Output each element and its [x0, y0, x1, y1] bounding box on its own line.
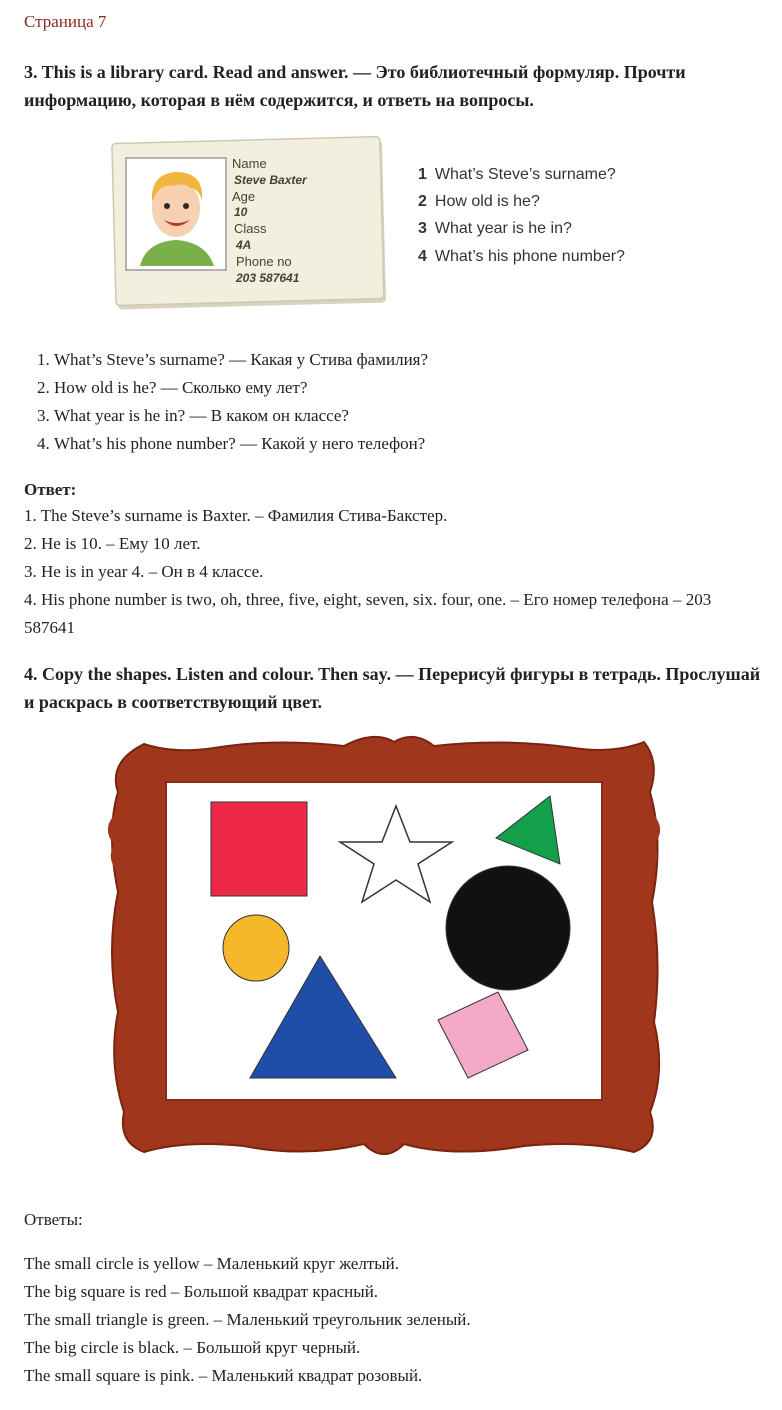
card-phone-label: Phone no — [236, 254, 292, 269]
answers-title: Ответы: — [24, 1210, 83, 1229]
answer-line: The small circle is yellow – Маленький круг желтый. — [24, 1254, 400, 1273]
answer-line: 3. He is in year 4. – Он в 4 классе. — [24, 562, 264, 581]
answers-lines — [24, 1250, 764, 1390]
card-name-value: Steve Baxter — [234, 173, 307, 187]
list-item: 4. What’s his phone number? — Какой у него телефон? — [54, 430, 428, 458]
card-age-value: 10 — [234, 205, 248, 219]
list-item: 2. How old is he? — Сколько ему лет? — [54, 374, 428, 402]
shapes-frame-illustration — [104, 732, 664, 1162]
list-item: 3. What year is he in? — В каком он классе? — [54, 402, 428, 430]
card-question-1: 1 What’s Steve’s surname? — [418, 166, 616, 183]
big-circle-shape — [446, 866, 570, 990]
small-circle-shape — [223, 915, 289, 981]
answer-line: The big circle is black. – Большой круг черный. — [24, 1338, 361, 1357]
exercise-3-heading: 3. This is a library card. Read and answer. — Это библиотечный формуляр. Прочти информацию, которая в нём содержится, и ответь на вопросы. — [24, 62, 686, 110]
exercise-4-heading: 4. Copy the shapes. Listen and colour. Then say. — Перерисуй фигуры в тетрадь. Прослушай и раскрась в соответствующий цвет. — [24, 664, 761, 712]
card-phone-value: 203 587641 — [236, 271, 300, 285]
answer-line: 2. He is 10. – Ему 10 лет. — [24, 534, 201, 553]
boy-photo — [126, 158, 226, 270]
big-square-shape — [211, 802, 307, 896]
card-question-2: 2 How old is he? — [418, 193, 540, 210]
answer-line: The small square is pink. – Маленький квадрат розовый. — [24, 1366, 423, 1385]
card-age-label: Age — [232, 189, 256, 204]
answer-line: 4. His phone number is two, oh, three, five, eight, seven, six. four, one. – Его номер телефона – 203 587641 — [24, 590, 712, 637]
list-item: 1. What’s Steve’s surname? — Какая у Стива фамилия? — [54, 346, 428, 374]
card-question-4: 4 What’s his phone number? — [418, 248, 625, 265]
answer-line: The big square is red – Большой квадрат красный. — [24, 1282, 379, 1301]
library-card-illustration — [110, 136, 390, 312]
card-question-3: 3 What year is he in? — [418, 220, 572, 237]
card-class-value: 4A — [236, 238, 252, 252]
answer-line: 1. The Steve’s surname is Baxter. – Фамилия Стива-Бакстер. — [24, 506, 448, 525]
answer-lines — [24, 502, 724, 642]
card-class-label: Class — [234, 221, 267, 236]
answer-title: Ответ: — [24, 480, 77, 499]
answer-line: The small triangle is green. – Маленький треугольник зеленый. — [24, 1310, 471, 1329]
card-name-label: Name — [232, 156, 267, 171]
question-list — [18, 346, 428, 458]
page-label: Страница 7 — [24, 12, 107, 31]
